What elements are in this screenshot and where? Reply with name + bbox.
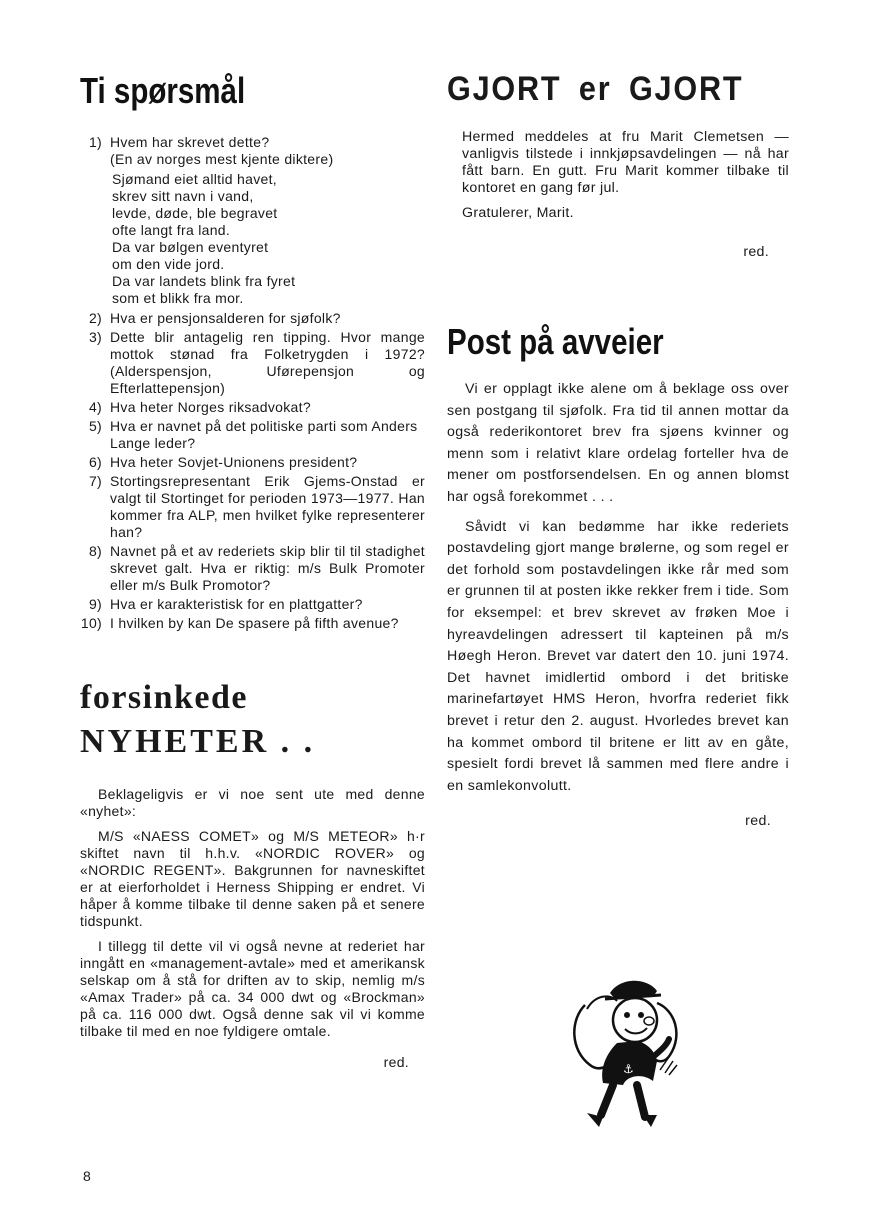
ti-sporsmal-heading: Ti spørsmål	[80, 70, 246, 111]
news-paragraph: M/S «NAESS COMET» og M/S METEOR» h·r skiftet navn til h.h.v. «NORDIC ROVER» og «NORDIC REGENT». Bakgrunnen for navneskiftet er at eierforholdet i Herness Shipping er endret. Vi håper å komme tilbake til denne saken på et senere tidspunkt.	[80, 828, 425, 929]
question-item	[80, 134, 425, 168]
svg-text:⚓: ⚓	[623, 1062, 634, 1076]
news-heading-line-2: NYHETER . .	[80, 723, 316, 760]
post-heading: Post på avveier	[447, 321, 664, 362]
question-text: I hvilken by kan De spasere på fifth avenue?	[110, 615, 399, 631]
question-number: 3)	[88, 329, 102, 345]
question-item	[80, 454, 425, 471]
question-text: Hva er karakteristisk for en plattgatter?	[110, 596, 363, 612]
question-text: Hva heter Sovjet-Unionens president?	[110, 454, 358, 470]
question-item	[80, 310, 425, 327]
question-text: Hvem har skrevet dette?	[110, 134, 270, 150]
question-item	[80, 596, 425, 613]
question-list	[80, 134, 425, 632]
question-item	[80, 615, 425, 632]
news-heading-line-1: forsinkede	[80, 679, 248, 716]
question-number: 7)	[88, 473, 102, 489]
sailor-cartoon-illustration	[565, 965, 690, 1140]
question-number: 10)	[80, 615, 102, 631]
question-text: Hva er pensjonsalderen for sjøfolk?	[110, 310, 341, 326]
poem-line: levde, døde, ble begravet	[112, 205, 278, 221]
gjort-heading	[447, 70, 755, 109]
question-number: 4)	[88, 399, 102, 415]
question-item	[80, 473, 425, 541]
question-number: 1)	[88, 134, 102, 150]
post-paragraph: Såvidt vi kan bedømme har ikke rederiets postavdeling gjort mange brølerne, og som regel er det forhold som postavdelingen ikke rår med som er grunnen til at posten ikke rekker frem i tide. Som for eksempel: et brev skrevet av frøken Moe i hyreavdelingen adressert til kapteinen på m/s Høegh Heron. Brevet var datert den 10. juni 1974. Det havnet imidlertid ombord i det britiske marinefartøyet HMS Heron, hvorfra rederiet fikk brevet i retur den 2. august. Hvorledes brevet kan ha kommet ombord til britene er litt av en gåte, spesielt fordi brevet lå sammen med flere andre i en samlekonvolutt.	[447, 518, 789, 794]
news-article	[80, 786, 425, 1071]
poem-line: som et blikk fra mor.	[112, 290, 244, 306]
left-column	[80, 70, 425, 1071]
news-paragraph: Beklageligvis er vi noe sent ute med denne «nyhet»:	[80, 786, 425, 819]
post-paragraph: Vi er opplagt ikke alene om å beklage oss over sen postgang til sjøfolk. Fra tid til annen mottar da også rederikontoret brev fra sjøens kvinner og menn som i relativt klare ordelag forteller hva de mener om postforsendelsen. En og annen blomst har også forekommet . . .	[447, 381, 789, 505]
gjort-heading-er: er	[578, 70, 612, 108]
poem-line: Sjømand eiet alltid havet,	[112, 171, 277, 187]
news-paragraph: I tillegg til dette vil vi også nevne at rederiet har inngått en «management-avtale» med et amerikansk selskap om å stå for driften av to skip, nemlig m/s «Amax Trader» på ca. 34 000 dwt og «Brockman» på ca. 116 000 dwt. Også denne sak vil vi komme tilbake til med en noe fyldigere omtale.	[80, 938, 425, 1039]
gjort-paragraph: Gratulerer, Marit.	[462, 205, 574, 221]
question-item	[80, 418, 425, 452]
post-signature: red.	[745, 813, 771, 830]
gjort-paragraph: Hermed meddeles at fru Marit Clemetsen — vanligvis tilstede i innkjøpsavdelingen — nå har fått barn. En gutt. Fru Marit kommer tilbake til kontoret en gang før jul.	[462, 129, 789, 196]
gjort-signature: red.	[743, 244, 769, 260]
post-article	[447, 379, 789, 833]
news-signature: red.	[383, 1054, 409, 1070]
question-text: Hva er navnet på det politiske parti som Anders Lange leder?	[110, 418, 418, 451]
gjort-heading-word: GJORT	[447, 70, 562, 108]
question-subtext: (En av norges mest kjente diktere)	[110, 151, 334, 167]
poem-line: skrev sitt navn i vand,	[112, 188, 254, 204]
question-item	[80, 399, 425, 416]
question-number: 6)	[88, 454, 102, 470]
question-text: Hva heter Norges riksadvokat?	[110, 399, 311, 415]
poem	[112, 171, 425, 307]
gjort-heading-word: GJORT	[628, 70, 744, 108]
question-text: Dette blir antagelig ren tipping. Hvor mange mottok stønad fra Folketrygden i 1972? (Alderspensjon, Uførepensjon og Efterlattepensjon)	[110, 329, 425, 396]
poem-line: Da var bølgen eventyret	[112, 239, 269, 255]
question-number: 8)	[88, 543, 102, 559]
question-text: Navnet på et av rederiets skip blir til til stadighet skrevet galt. Hva er riktig: m/s Bulk Promoter eller m/s Bulk Promotor?	[110, 543, 425, 593]
question-number: 9)	[88, 596, 102, 612]
gjort-article	[447, 129, 789, 261]
right-column	[447, 70, 789, 833]
question-text: Stortingsrepresentant Erik Gjems-Onstad er valgt til Stortinget for perioden 1973—1977. Han kommer fra ALP, men hvilket fylke representerer han?	[110, 473, 425, 540]
poem-line: om den vide jord.	[112, 256, 225, 272]
question-number: 5)	[88, 418, 102, 434]
question-item	[80, 543, 425, 594]
question-number: 2)	[88, 310, 102, 326]
question-item	[80, 329, 425, 397]
news-heading-block	[80, 676, 425, 764]
page-number: 8	[83, 1168, 91, 1184]
poem-line: Da var landets blink fra fyret	[112, 273, 296, 289]
poem-line: ofte langt fra land.	[112, 222, 231, 238]
